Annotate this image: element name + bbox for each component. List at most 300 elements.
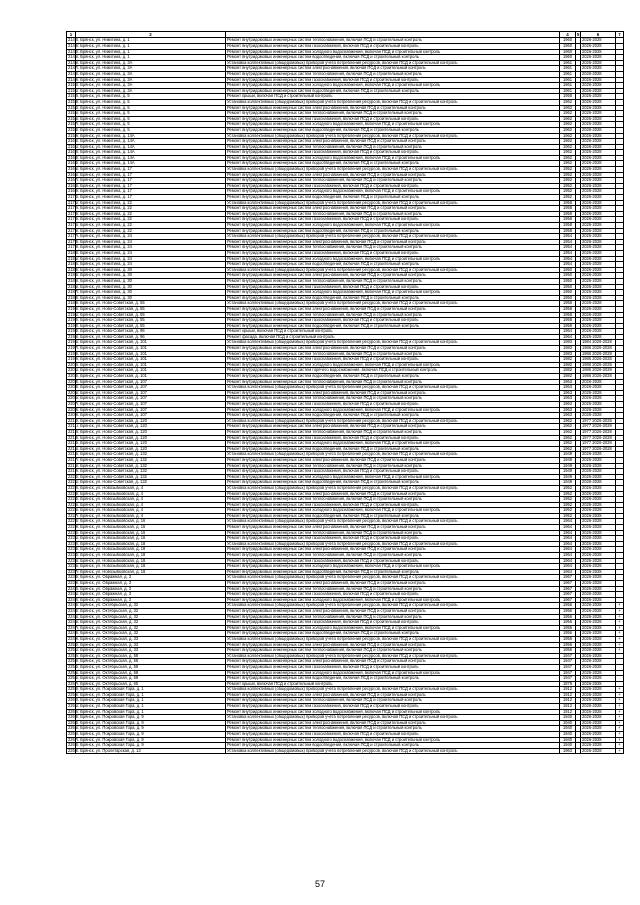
period-cell: 2026-2028 bbox=[581, 636, 616, 642]
period-cell: 2026-2028 bbox=[581, 44, 616, 50]
period-cell: 2026-2028 bbox=[581, 178, 616, 184]
period-cell: 2026-2028 bbox=[581, 614, 616, 620]
address-cell: г. Брянск, ул. Ново-Советская, д. 101 bbox=[76, 368, 226, 374]
work-type-cell: Ремонт крыши, включая ПСД и строительный контроль bbox=[226, 94, 560, 100]
row-number-cell: 2225 bbox=[68, 501, 78, 507]
build-year-cell: 1956 bbox=[560, 614, 576, 620]
row-number-cell: 2219 bbox=[68, 468, 78, 474]
work-type-cell: Ремонт внутридомовых инженерных систем газоснабжения, включая ПСД и строительный контроль bbox=[226, 402, 560, 408]
row-number-cell: 2239 bbox=[68, 580, 78, 585]
mark-cell: + bbox=[616, 698, 624, 704]
build-year-cell: 1949 bbox=[560, 463, 576, 469]
address-cell: г. Брянск, ул. Новозыбковская, д. 16 bbox=[76, 536, 226, 542]
period-cell: 2026-2028 bbox=[581, 306, 616, 312]
row-number-cell: 2164 bbox=[68, 160, 78, 166]
build-year-cell: 1962 bbox=[560, 122, 576, 128]
period-cell: 2026-2028 bbox=[581, 586, 616, 592]
work-type-cell: Ремонт крыши, включая ПСД и строительный контроль bbox=[226, 681, 560, 687]
address-cell: г. Брянск, ул. Никитина, д. 14А bbox=[76, 133, 226, 139]
mark-cell: + bbox=[616, 614, 624, 620]
period-cell: 2026-2028 bbox=[581, 737, 616, 743]
row-number-cell: 2211 bbox=[68, 423, 77, 429]
row-number-cell: 2151 bbox=[68, 87, 78, 93]
table-row bbox=[67, 748, 624, 754]
address-cell: г. Брянск, ул. Овражная, д. 3 bbox=[76, 597, 226, 603]
row-number-cell: 2216 bbox=[68, 451, 78, 457]
build-year-cell: 1940 bbox=[560, 720, 576, 726]
work-type-cell: Ремонт внутридомовых инженерных систем электроснабжения, включая ПСД и строительный контроль bbox=[226, 139, 560, 145]
build-year-cell: 1963 bbox=[560, 407, 576, 413]
row-number-cell: 2208 bbox=[68, 406, 78, 412]
build-year-cell: 1954 bbox=[560, 234, 576, 240]
address-cell: г. Брянск, ул. Новозыбковская, д. 16 bbox=[76, 525, 226, 531]
work-type-cell: Установка коллективных (общедомовых) приборов учета потребления ресурсов, включая ПСД и строительный контроль bbox=[226, 687, 560, 693]
work-type-cell: Ремонт внутридомовых инженерных систем холодного водоснабжения, включая ПСД и строительный контроль bbox=[226, 564, 560, 570]
build-year-cell: 1958 bbox=[560, 312, 576, 318]
row-number-cell: 2221 bbox=[68, 479, 78, 485]
row-number-cell: 2266 bbox=[68, 731, 78, 737]
work-type-cell: Ремонт внутридомовых инженерных систем газоснабжения, включая ПСД и строительный контроль bbox=[226, 116, 560, 122]
period-cell: 2026-2028 bbox=[581, 172, 616, 178]
period-cell: 2026-2028 bbox=[581, 603, 616, 609]
period-cell: 2026-2028 bbox=[581, 564, 616, 570]
build-year-cell: 1949 bbox=[560, 452, 576, 458]
address-cell: г. Брянск, ул. Ново-Советская, д. 55 bbox=[76, 301, 226, 307]
period-cell: 2026-2028 bbox=[581, 234, 616, 240]
period-cell: 1984 2026-2028 bbox=[581, 340, 616, 346]
address-cell: г. Брянск, ул. Ново-Советская, д. 107 bbox=[76, 379, 226, 385]
mark-cell: + bbox=[616, 726, 624, 732]
address-cell: г. Брянск, ул. Ново-Советская, д. 101 bbox=[76, 346, 226, 352]
work-type-cell: Ремонт внутридомовых инженерных систем холодного водоснабжения, включая ПСД и строительный контроль bbox=[226, 709, 560, 715]
period-cell: 2026-2028 bbox=[581, 726, 616, 732]
build-year-cell: 1947 bbox=[560, 676, 576, 682]
build-year-cell: 1954 bbox=[560, 250, 576, 256]
address-cell: г. Брянск, ул. Никитина, д. 1 bbox=[76, 55, 226, 61]
build-year-cell: 1954 bbox=[560, 239, 576, 245]
row-number-cell: 2230 bbox=[68, 529, 78, 535]
address-cell: г. Брянск, ул. Никитина, д. 5 bbox=[76, 111, 226, 117]
address-cell: г. Брянск, ул. Никитина, д. 14А bbox=[76, 144, 226, 150]
address-cell: г. Брянск, ул. Никитина, д. 5 bbox=[76, 122, 226, 128]
work-type-cell: Ремонт внутридомовых инженерных систем газоснабжения, включая ПСД и строительный контроль bbox=[226, 77, 560, 83]
work-type-cell: Ремонт внутридомовых инженерных систем электроснабжения, включая ПСД и строительный контроль bbox=[226, 659, 560, 665]
row-number-cell: 2257 bbox=[68, 680, 78, 686]
build-year-cell: 1964 bbox=[560, 558, 576, 564]
address-cell: г. Брянск, ул. Ново-Советская, д. 96 bbox=[76, 334, 226, 340]
row-number-cell: 2243 bbox=[68, 602, 78, 608]
work-type-cell: Ремонт внутридомовых инженерных систем газоснабжения, включая ПСД и строительный контроль bbox=[226, 664, 560, 670]
address-cell: г. Брянск, ул. Никитина, д. 22 bbox=[76, 200, 226, 206]
build-year-cell: 1964 bbox=[560, 564, 576, 570]
build-year-cell: 1964 bbox=[560, 519, 576, 525]
work-type-cell: Ремонт внутридомовых инженерных систем теплоснабжения, включая ПСД и строительный контроль bbox=[226, 111, 560, 117]
address-cell: г. Брянск, ул. Никитина, д. 3А bbox=[76, 88, 226, 94]
address-cell: г. Брянск, ул. Ново-Советская, д. 107 bbox=[76, 413, 226, 419]
row-number-cell: 2263 bbox=[68, 714, 78, 720]
row-number-cell: 2259 bbox=[68, 691, 78, 697]
period-cell: 2026-2028 bbox=[581, 692, 616, 698]
period-cell: 2026-2028 bbox=[581, 334, 616, 340]
address-cell: г. Брянск, ул. Октябрьская, д. 33 bbox=[76, 636, 226, 642]
row-number-cell: 2217 bbox=[68, 456, 78, 462]
build-year-cell: 1962 bbox=[560, 418, 576, 424]
build-year-cell: 1967 bbox=[560, 597, 576, 603]
period-cell: 2026-2028 bbox=[581, 83, 616, 89]
period-cell: 2026-2028 bbox=[581, 525, 616, 531]
period-cell: 1977 2026-2028 bbox=[581, 446, 616, 452]
period-cell: 2026-2028 bbox=[581, 256, 616, 262]
build-year-cell: 1963 bbox=[560, 385, 576, 391]
build-year-cell: 1950 bbox=[560, 284, 576, 290]
period-cell: 2026-2028 bbox=[581, 676, 616, 682]
address-cell: г. Брянск, ул. Ново-Советская, д. 101 bbox=[76, 340, 226, 346]
work-type-cell: Ремонт внутридомовых инженерных систем теплоснабжения, включая ПСД и строительный контроль bbox=[226, 71, 560, 77]
work-type-cell: Ремонт внутридомовых инженерных систем электроснабжения, включая ПСД и строительный контроль bbox=[226, 105, 560, 111]
row-number-cell: 2206 bbox=[68, 395, 78, 401]
build-year-cell: 1967 bbox=[560, 586, 576, 592]
work-type-cell: Ремонт внутридомовых инженерных систем электроснабжения, включая ПСД и строительный контроль bbox=[226, 581, 560, 587]
build-year-cell: 1958 bbox=[560, 228, 576, 234]
work-type-cell: Ремонт внутридомовых инженерных систем холодного водоснабжения, включая ПСД и строительный контроль bbox=[226, 83, 560, 89]
period-cell: 2026-2028 bbox=[581, 508, 616, 514]
period-cell: 2026-2028 bbox=[581, 217, 616, 223]
build-year-cell: 1952 bbox=[560, 497, 576, 503]
row-number-cell: 2194 bbox=[68, 328, 78, 334]
address-cell: г. Брянск, ул. Новозыбковская, д. 4 bbox=[76, 513, 226, 519]
row-number-cell: 2177 bbox=[68, 233, 78, 239]
row-number-cell: 2196 bbox=[68, 339, 78, 345]
row-number-cell: 2166 bbox=[68, 171, 78, 177]
work-type-cell: Ремонт внутридомовых инженерных систем электроснабжения, включая ПСД и строительный контроль bbox=[226, 692, 560, 698]
row-number-cell: 2237 bbox=[68, 568, 78, 574]
work-type-cell: Ремонт внутридомовых инженерных систем газоснабжения, включая ПСД и строительный контроль bbox=[226, 704, 560, 710]
build-year-cell: 1949 bbox=[560, 480, 576, 486]
period-cell: 2026-2028 bbox=[581, 77, 616, 83]
address-cell: г. Брянск, ул. Никитина, д. 14А bbox=[76, 139, 226, 145]
build-year-cell: 1958 bbox=[560, 306, 576, 312]
row-number-cell: 2252 bbox=[68, 652, 78, 658]
mark-cell: + bbox=[616, 715, 624, 721]
work-type-cell: Ремонт внутридомовых инженерных систем теплоснабжения, включая ПСД и строительный контроль bbox=[226, 379, 560, 385]
build-year-cell: 1949 bbox=[560, 469, 576, 475]
period-cell: 2026-2028 bbox=[581, 748, 616, 754]
address-cell: г. Брянск, ул. Ново-Советская, д. 132 bbox=[76, 457, 226, 463]
work-type-cell: Ремонт внутридомовых инженерных систем электроснабжения, включая ПСД и строительный контроль bbox=[226, 608, 560, 614]
period-cell: 2026-2028 bbox=[581, 513, 616, 519]
address-cell: г. Брянск, ул. Покровская Гора, д. 9 bbox=[76, 743, 226, 749]
build-year-cell: 1958 bbox=[560, 217, 576, 223]
mark-cell: + bbox=[616, 732, 624, 738]
row-number-cell: 2204 bbox=[68, 384, 78, 390]
period-cell: 2026-2028 bbox=[581, 228, 616, 234]
build-year-cell: 1982 bbox=[560, 357, 576, 363]
address-cell: г. Брянск, ул. Новозыбковская, д. 4 bbox=[76, 491, 226, 497]
build-year-cell: 1947 bbox=[560, 653, 576, 659]
work-type-cell: Ремонт внутридомовых инженерных систем теплоснабжения, включая ПСД и строительный контроль bbox=[226, 614, 560, 620]
build-year-cell: 1947 bbox=[560, 659, 576, 665]
period-cell: 2026-2028 bbox=[581, 541, 616, 547]
period-cell: 2026-2028 bbox=[581, 301, 616, 307]
address-cell: г. Брянск, ул. Овражная, д. 3 bbox=[76, 575, 226, 581]
period-cell: 2026-2028 bbox=[581, 457, 616, 463]
build-year-cell: 1983 bbox=[560, 351, 576, 357]
address-cell: г. Брянск, ул. Октябрьская, д. 32 bbox=[76, 614, 226, 620]
address-cell: г. Брянск, ул. Покровская Гора, д. 1 bbox=[76, 709, 226, 715]
work-type-cell: Ремонт крыши, включая ПСД и строительный контроль bbox=[226, 329, 560, 335]
address-cell: г. Брянск, ул. Никитина, д. 17 bbox=[76, 178, 226, 184]
period-cell: 2026-2028 bbox=[581, 720, 616, 726]
work-type-cell: Ремонт внутридомовых инженерных систем электроснабжения, включая ПСД и строительный контроль bbox=[226, 491, 560, 497]
build-year-cell: 1958 bbox=[560, 323, 576, 329]
period-cell: 2026-2028 bbox=[581, 687, 616, 693]
work-type-cell: Ремонт внутридомовых инженерных систем теплоснабжения, включая ПСД и строительный контроль bbox=[226, 530, 560, 536]
address-cell: г. Брянск, ул. Никитина, д. 17 bbox=[76, 167, 226, 173]
build-year-cell: 1950 bbox=[560, 290, 576, 296]
address-cell: г. Брянск, ул. Новозыбковская, д. 18 bbox=[76, 564, 226, 570]
row-number-cell: 2246 bbox=[68, 619, 78, 625]
address-cell: г. Брянск, ул. Никитина, д. 5 bbox=[76, 99, 226, 105]
build-year-cell: 1952 bbox=[560, 485, 576, 491]
row-number-cell: 2148 bbox=[68, 70, 78, 76]
build-year-cell: 1964 bbox=[560, 553, 576, 559]
work-type-cell: Ремонт внутридомовых инженерных систем холодного водоснабжения, включая ПСД и строительный контроль bbox=[226, 189, 560, 195]
work-type-cell: Ремонт внутридомовых инженерных систем водоотведения, включая ПСД и строительный контроль bbox=[226, 631, 560, 637]
period-cell: 2026-2028 bbox=[581, 195, 616, 201]
mark-cell: + bbox=[616, 692, 624, 698]
build-year-cell: 1962 bbox=[560, 111, 576, 117]
build-year-cell: 1963 bbox=[560, 390, 576, 396]
work-type-cell: Установка коллективных (общедомовых) приборов учета потребления ресурсов, включая ПСД и строительный контроль bbox=[226, 452, 560, 458]
period-cell: 2026-2028 bbox=[581, 111, 616, 117]
row-number-cell: 2227 bbox=[68, 512, 78, 518]
work-type-cell: Ремонт внутридомовых инженерных систем теплоснабжения, включая ПСД и строительный контроль bbox=[226, 586, 560, 592]
build-year-cell: 1967 bbox=[560, 592, 576, 598]
address-cell: г. Брянск, ул. Октябрьская, д. 33 bbox=[76, 642, 226, 648]
address-cell: г. Брянск, ул. Никитина, д. 22 bbox=[76, 217, 226, 223]
row-number-cell: 2191 bbox=[68, 311, 78, 317]
period-cell: 2026-2028 bbox=[581, 105, 616, 111]
period-cell: 2026-2028 bbox=[581, 329, 616, 335]
address-cell: г. Брянск, ул. Никитина, д. 22 bbox=[76, 223, 226, 229]
address-cell: г. Брянск, ул. Никитина, д. 3А bbox=[76, 60, 226, 66]
build-year-cell: 1967 bbox=[560, 575, 576, 581]
row-number-cell: 2223 bbox=[68, 490, 78, 496]
address-cell: г. Брянск, ул. Октябрьская, д. 32 bbox=[76, 625, 226, 631]
work-type-cell: Установка коллективных (общедомовых) приборов учета потребления ресурсов, включая ПСД и строительный контроль bbox=[226, 603, 560, 609]
row-number-cell: 2232 bbox=[68, 540, 78, 546]
row-number-cell: 2226 bbox=[68, 507, 78, 513]
period-cell: 2026-2028 bbox=[581, 575, 616, 581]
period-cell: 2026-2028 bbox=[581, 267, 616, 273]
build-year-cell: 1963 bbox=[560, 748, 576, 754]
row-number-cell: 2229 bbox=[68, 524, 78, 530]
row-number-cell: 2224 bbox=[68, 496, 78, 502]
row-number-cell: 2175 bbox=[68, 222, 78, 227]
address-cell: г. Брянск, ул. Покровская Гора, д. 9 bbox=[76, 732, 226, 738]
build-year-cell: 1950 bbox=[560, 267, 576, 273]
build-year-cell: 1947 bbox=[560, 664, 576, 670]
row-number-cell: 2184 bbox=[68, 272, 78, 278]
address-cell: г. Брянск, ул. Новозыбковская, д. 4 bbox=[76, 497, 226, 503]
build-year-cell: 1958 bbox=[560, 200, 576, 206]
period-cell: 2026-2028 bbox=[581, 206, 616, 212]
period-cell: 2026-2028 bbox=[581, 530, 616, 536]
address-cell: г. Брянск, ул. Ново-Советская, д. 132 bbox=[76, 463, 226, 469]
row-number-cell: 2202 bbox=[68, 373, 78, 379]
address-cell: г. Брянск, ул. Октябрьская, д. 32 bbox=[76, 608, 226, 614]
address-cell: г. Брянск, ул. Октябрьская, д. 32 bbox=[76, 603, 226, 609]
mark-cell: + bbox=[616, 608, 624, 614]
build-year-cell: 1962 bbox=[560, 161, 576, 167]
build-year-cell: 1950 bbox=[560, 273, 576, 279]
period-cell: 2026-2028 bbox=[581, 183, 616, 189]
row-number-cell: 2159 bbox=[68, 132, 78, 138]
period-cell: 2026-2028 bbox=[581, 715, 616, 721]
build-year-cell: 1950 bbox=[560, 278, 576, 284]
period-cell: 2026-2028 bbox=[581, 278, 616, 284]
build-year-cell: 1952 bbox=[560, 491, 576, 497]
work-type-cell: Ремонт внутридомовых инженерных систем электроснабжения, включая ПСД и строительный контроль bbox=[226, 172, 560, 178]
row-number-cell: 2260 bbox=[68, 697, 78, 703]
address-cell: г. Брянск, ул. Ново-Советская, д. 107 bbox=[76, 390, 226, 396]
work-type-cell: Ремонт внутридомовых инженерных систем электроснабжения, включая ПСД и строительный контроль bbox=[226, 424, 560, 430]
row-number-cell: 2212 bbox=[68, 428, 78, 434]
address-cell: г. Брянск, ул. Никитина, д. 24 bbox=[76, 245, 226, 251]
mark-cell: + bbox=[616, 603, 624, 609]
period-cell: 2026-2028 bbox=[581, 38, 616, 44]
row-number-cell: 2153 bbox=[68, 98, 78, 104]
work-type-cell: Ремонт внутридомовых инженерных систем холодного водоснабжения, включая ПСД и строительный контроль bbox=[226, 474, 560, 480]
period-cell: 1986 2026-2028 bbox=[581, 351, 616, 357]
mark-cell: + bbox=[616, 743, 624, 749]
build-year-cell: 1952 bbox=[560, 513, 576, 519]
period-cell: 2026-2028 bbox=[581, 670, 616, 676]
row-number-cell: 2210 bbox=[68, 417, 78, 423]
build-year-cell: 1983 bbox=[560, 340, 576, 346]
row-number-cell: 2198 bbox=[68, 350, 78, 356]
period-cell: 2026-2028 bbox=[581, 558, 616, 564]
address-cell: г. Брянск, ул. Ново-Советская, д. 107 bbox=[76, 385, 226, 391]
address-cell: г. Брянск, ул. Ново-Советская, д. 101 bbox=[76, 357, 226, 363]
row-number-cell: 2183 bbox=[68, 266, 78, 272]
address-cell: г. Брянск, ул. Октябрьская, д. 58 bbox=[76, 664, 226, 670]
row-number-cell: 2207 bbox=[68, 401, 78, 406]
column-header: 2 bbox=[76, 32, 226, 38]
work-type-cell: Ремонт внутридомовых инженерных систем электроснабжения, включая ПСД и строительный контроль bbox=[226, 306, 560, 312]
address-cell: г. Брянск, ул. Никитина, д. 30 bbox=[76, 284, 226, 290]
row-number-cell: 2185 bbox=[68, 277, 78, 283]
row-number-cell: 2154 bbox=[68, 104, 78, 110]
build-year-cell: 1962 bbox=[560, 144, 576, 150]
work-type-cell: Ремонт фасада, включая ПСД и строительный контроль bbox=[226, 334, 560, 340]
row-number-cell: 2253 bbox=[68, 658, 78, 664]
period-cell: 2026-2028 bbox=[581, 497, 616, 503]
period-cell: 2026-2028 bbox=[581, 273, 616, 279]
period-cell: 2026-2028 bbox=[581, 318, 616, 324]
work-type-cell: Ремонт внутридомовых инженерных систем электроснабжения, включая ПСД и строительный контроль bbox=[226, 346, 560, 352]
row-number-cell: 2189 bbox=[68, 300, 78, 306]
period-cell: 2026-2028 bbox=[581, 536, 616, 542]
address-cell: г. Брянск, ул. Ново-Советская, д. 101 bbox=[76, 362, 226, 368]
period-cell: 2026-2028 bbox=[581, 262, 616, 268]
build-year-cell: 1962 bbox=[560, 105, 576, 111]
build-year-cell: 1912 bbox=[560, 687, 576, 693]
row-number-cell: 2192 bbox=[68, 317, 78, 323]
row-number-cell: 2163 bbox=[68, 154, 78, 160]
address-cell: г. Брянск, ул. Никитина, д. 3А bbox=[76, 71, 226, 77]
address-cell: г. Брянск, ул. Октябрьская, д. 65 bbox=[76, 681, 226, 687]
period-cell: 1986 2026-2028 bbox=[581, 357, 616, 363]
address-cell: г. Брянск, ул. Новозыбковская, д. 4 bbox=[76, 508, 226, 514]
build-year-cell: 1956 bbox=[560, 636, 576, 642]
period-cell: 2026-2028 bbox=[581, 323, 616, 329]
address-cell: г. Брянск, ул. Никитина, д. 30 bbox=[76, 273, 226, 279]
address-cell: г. Брянск, ул. Ново-Советская, д. 55 bbox=[76, 306, 226, 312]
build-year-cell: 1958 bbox=[560, 206, 576, 212]
work-type-cell: Установка коллективных (общедомовых) приборов учета потребления ресурсов, включая ПСД и строительный контроль bbox=[226, 167, 560, 173]
mark-cell: + bbox=[616, 636, 624, 642]
work-type-cell: Ремонт внутридомовых инженерных систем водоотведения, включая ПСД и строительный контроль bbox=[226, 323, 560, 329]
period-cell: 2026-2028 bbox=[581, 620, 616, 626]
row-number-cell: 2149 bbox=[68, 76, 78, 82]
row-number-cell: 2160 bbox=[68, 138, 78, 144]
period-cell: 2026-2028 bbox=[581, 250, 616, 256]
period-cell: 1986 2026-2028 bbox=[581, 374, 616, 380]
work-type-cell: Ремонт внутридомовых инженерных систем холодного водоснабжения, включая ПСД и строительный контроль bbox=[226, 625, 560, 631]
build-year-cell: 1954 bbox=[560, 262, 576, 268]
address-cell: г. Брянск, ул. Октябрьская, д. 58 bbox=[76, 676, 226, 682]
period-cell: 2026-2028 bbox=[581, 698, 616, 704]
address-cell: г. Брянск, ул. Никитина, д. 24 bbox=[76, 239, 226, 245]
period-cell: 2026-2028 bbox=[581, 122, 616, 128]
build-year-cell: 1912 bbox=[560, 698, 576, 704]
build-year-cell: 1964 bbox=[560, 525, 576, 531]
period-cell: 1986 2026-2028 bbox=[581, 368, 616, 374]
build-year-cell: 1949 bbox=[560, 474, 576, 480]
work-type-cell: Ремонт внутридомовых инженерных систем холодного водоснабжения, включая ПСД и строительный контроль bbox=[226, 597, 560, 603]
build-year-cell: 1912 bbox=[560, 704, 576, 710]
page-number: 57 bbox=[314, 879, 325, 889]
row-number-cell: 2242 bbox=[68, 596, 78, 602]
row-number-cell: 2245 bbox=[68, 613, 78, 619]
build-year-cell: 1949 bbox=[560, 457, 576, 463]
period-cell: 2026-2028 bbox=[581, 167, 616, 173]
row-number-cell: 2145 bbox=[68, 54, 78, 60]
row-number-cell: 2190 bbox=[68, 305, 78, 311]
work-type-cell: Установка коллективных (общедомовых) приборов учета потребления ресурсов, включая ПСД и строительный контроль bbox=[226, 541, 560, 547]
work-type-cell: Ремонт внутридомовых инженерных систем водоотведения, включая ПСД и строительный контроль bbox=[226, 446, 560, 452]
work-type-cell: Ремонт внутридомовых инженерных систем водоотведения, включая ПСД и строительный контроль bbox=[226, 676, 560, 682]
column-header: 5 bbox=[577, 32, 580, 37]
address-cell: г. Брянск, ул. Никитина, д. 5 bbox=[76, 116, 226, 122]
period-cell: 1977 2026-2028 bbox=[581, 418, 616, 424]
build-year-cell: 1940 bbox=[560, 726, 576, 732]
address-cell: г. Брянск, ул. Октябрьская, д. 32 bbox=[76, 631, 226, 637]
period-cell: 2026-2028 bbox=[581, 390, 616, 396]
period-cell: 2026-2028 bbox=[581, 597, 616, 603]
work-type-cell: Установка коллективных (общедомовых) приборов учета потребления ресурсов, включая ПСД и строительный контроль bbox=[226, 267, 560, 273]
address-cell: г. Брянск, ул. Никитина, д. 3А bbox=[76, 77, 226, 83]
work-type-cell: Ремонт внутридомовых инженерных систем теплоснабжения, включая ПСД и строительный контроль bbox=[226, 144, 560, 150]
build-year-cell: 1940 bbox=[560, 743, 576, 749]
row-number-cell: 2248 bbox=[68, 630, 78, 636]
row-number-cell: 2158 bbox=[68, 126, 78, 132]
build-year-cell: 1963 bbox=[560, 396, 576, 402]
build-year-cell: 1960 bbox=[560, 44, 576, 50]
work-type-cell: Ремонт внутридомовых инженерных систем водоотведения, включая ПСД и строительный контроль bbox=[226, 295, 560, 301]
row-number-cell: 2195 bbox=[68, 333, 78, 339]
